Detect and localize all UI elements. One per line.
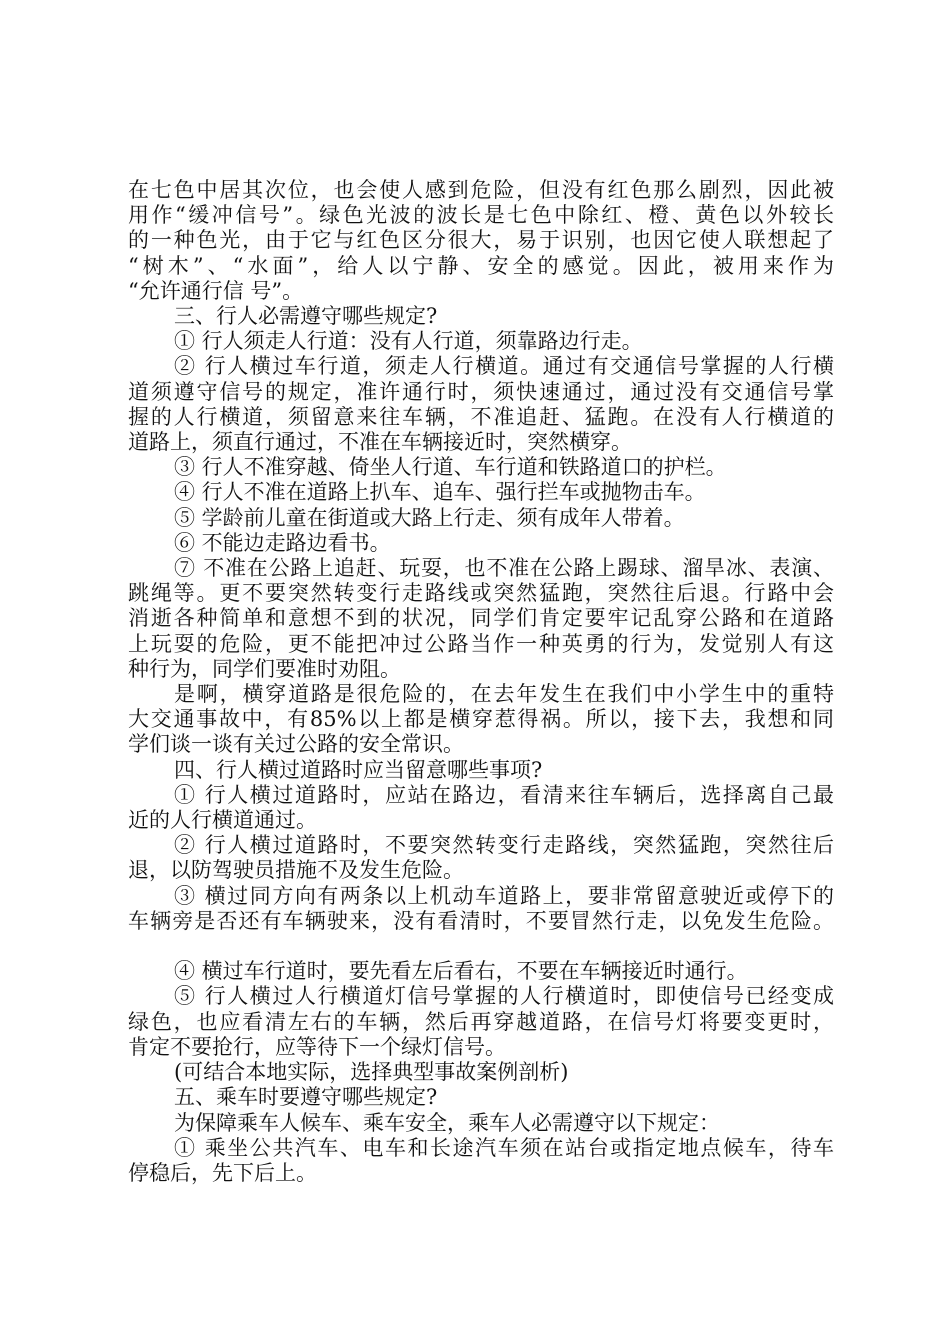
text-line: 绿色，也应看清左右的车辆，然后再穿越道路，在信号灯将要变更时，	[128, 1009, 834, 1034]
text-line: ⑤ 行人横过人行横道灯信号掌握的人行横道时，即使信号已经变成	[174, 984, 834, 1009]
text-line: “允许通行信 号”。	[128, 278, 304, 303]
text-line: 退，以防驾驶员措施不及发生危险。	[128, 858, 464, 883]
text-line: ③ 横过同方向有两条以上机动车道路上，要非常留意驶近或停下的	[174, 883, 834, 908]
text-line: 道须遵守信号的规定，准许通行时，须快速通过，通过没有交通信号掌	[128, 379, 834, 404]
text-line: ④ 行人不准在道路上扒车、追车、强行拦车或抛物击车。	[174, 480, 706, 505]
text-line: ① 乘坐公共汽车、电车和长途汽车须在站台或指定地点候车，待车	[174, 1135, 834, 1160]
text-line: 停稳后，先下后上。	[128, 1160, 317, 1185]
text-line: 用作“缓冲信号”。绿色光波的波长是七色中除红、橙、黄色以外较长	[128, 203, 834, 228]
section-heading: 五、乘车时要遵守哪些规定?	[174, 1085, 438, 1110]
text-line: “树木”、“水面”，给人以宁静、安全的感觉。因此，被用来作为	[128, 253, 834, 278]
text-line: 肯定不要抢行，应等待下一个绿灯信号。	[128, 1034, 506, 1059]
text-line: 是啊，横穿道路是很危险的，在去年发生在我们中小学生中的重特	[174, 682, 834, 707]
blank-line	[128, 934, 834, 959]
text-line: 道路上，须直行通过，不准在车辆接近时，突然横穿。	[128, 430, 632, 455]
text-line: 上玩耍的危险，更不能把冲过公路当作一种英勇的行为，发觉别人有这	[128, 631, 834, 656]
text-line: 在七色中居其次位，也会使人感到危险，但没有红色那么剧烈，因此被	[128, 178, 834, 202]
text-line: 消逝各种简单和意想不到的状况，同学们肯定要牢记乱穿公路和在道路	[128, 606, 834, 631]
section-heading: 三、行人必需遵守哪些规定?	[174, 304, 438, 329]
document-body	[128, 178, 834, 1186]
text-line: 握的人行横道，须留意来往车辆，不准追赶、猛跑。在没有人行横道的	[128, 404, 834, 429]
text-line: 大交通事故中，有85%以上都是横穿惹得祸。所以，接下去，我想和同	[128, 707, 834, 732]
text-line: 跳绳等。更不要突然转变行走路线或突然猛跑，突然往后退。行路中会	[128, 581, 834, 606]
text-line: ② 行人横过道路时，不要突然转变行走路线，突然猛跑，突然往后	[174, 833, 834, 858]
text-line: 学们谈一谈有关过公路的安全常识。	[128, 732, 464, 757]
section-heading: 四、行人横过道路时应当留意哪些事项?	[174, 757, 543, 782]
text-line: ⑥ 不能边走路边看书。	[174, 530, 391, 555]
text-line: (可结合本地实际，选择典型事故案例剖析)	[174, 1060, 569, 1085]
text-line: 车辆旁是否还有车辆驶来，没有看清时，不要冒然行走，以免发生危险。	[128, 908, 834, 933]
text-line: ④ 横过车行道时，要先看左后看右，不要在车辆接近时通行。	[174, 959, 748, 984]
text-line: ⑤ 学龄前儿童在街道或大路上行走、须有成年人带着。	[174, 505, 685, 530]
text-line: ② 行人横过车行道，须走人行横道。通过有交通信号掌握的人行横	[174, 354, 834, 379]
text-line: ① 行人横过道路时，应站在路边，看清来往车辆后，选择离自己最	[174, 782, 834, 807]
text-line: 的一种色光，由于它与红色区分很大，易于识别，也因它使人联想起了	[128, 228, 834, 253]
text-line: 近的人行横道通过。	[128, 808, 317, 833]
text-line: 为保障乘车人候车、乘车安全，乘车人必需遵守以下规定：	[174, 1110, 720, 1135]
text-line: ① 行人须走人行道：没有人行道，须靠路边行走。	[174, 329, 643, 354]
text-line: ⑦ 不准在公路上追赶、玩耍，也不准在公路上踢球、溜旱冰、表演、	[174, 556, 834, 581]
text-line: 种行为，同学们要准时劝阻。	[128, 656, 401, 681]
text-line: ③ 行人不准穿越、倚坐人行道、车行道和铁路道口的护栏。	[174, 455, 727, 480]
